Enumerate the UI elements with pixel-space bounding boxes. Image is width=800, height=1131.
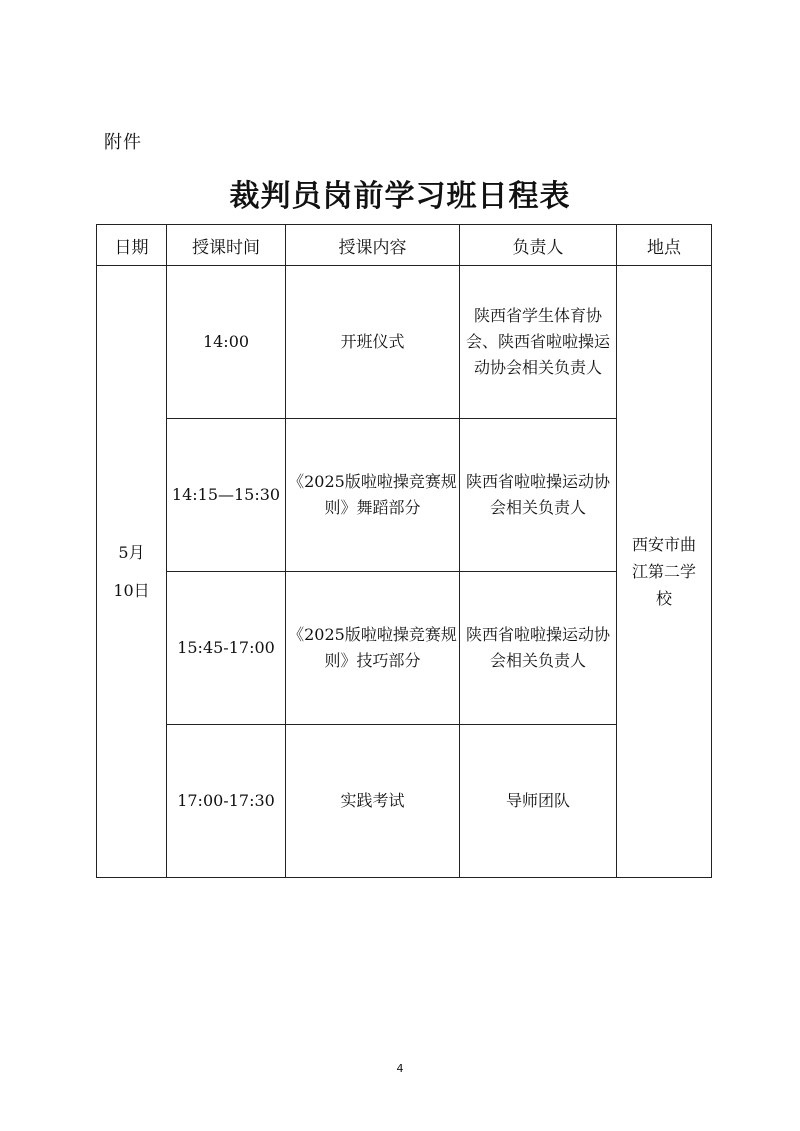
column-header-content: 授课内容	[286, 225, 460, 266]
table-row	[97, 266, 712, 419]
owner-cell: 陕西省学生体育协会、陕西省啦啦操运动协会相关负责人	[460, 266, 617, 419]
content-cell: 实践考试	[286, 725, 460, 878]
column-header-time: 授课时间	[167, 225, 286, 266]
content-cell: 开班仪式	[286, 266, 460, 419]
schedule-table	[96, 224, 712, 878]
date-day: 10日	[113, 580, 150, 600]
page-number: 4	[396, 1062, 404, 1075]
attachment-label: 附件	[104, 132, 142, 153]
owner-cell: 导师团队	[460, 725, 617, 878]
owner-cell: 陕西省啦啦操运动协会相关负责人	[460, 419, 617, 572]
time-cell: 14:00	[167, 266, 286, 419]
column-header-location: 地点	[617, 225, 712, 266]
time-cell: 14:15—15:30	[167, 419, 286, 572]
location-line-2: 江第二学	[631, 562, 696, 581]
location-line-1: 西安市曲	[631, 535, 696, 554]
column-header-date: 日期	[97, 225, 167, 266]
time-cell: 17:00-17:30	[167, 725, 286, 878]
table-header-row	[97, 225, 712, 266]
date-cell	[97, 266, 167, 878]
location-cell	[617, 266, 712, 878]
content-cell: 《2025版啦啦操竞赛规则》舞蹈部分	[286, 419, 460, 572]
page-title: 裁判员岗前学习班日程表	[229, 179, 571, 214]
content-cell: 《2025版啦啦操竞赛规则》技巧部分	[286, 572, 460, 725]
time-cell: 15:45-17:00	[167, 572, 286, 725]
owner-cell: 陕西省啦啦操运动协会相关负责人	[460, 572, 617, 725]
column-header-owner: 负责人	[460, 225, 617, 266]
date-month: 5月	[118, 542, 145, 562]
location-line-3: 校	[655, 589, 672, 608]
